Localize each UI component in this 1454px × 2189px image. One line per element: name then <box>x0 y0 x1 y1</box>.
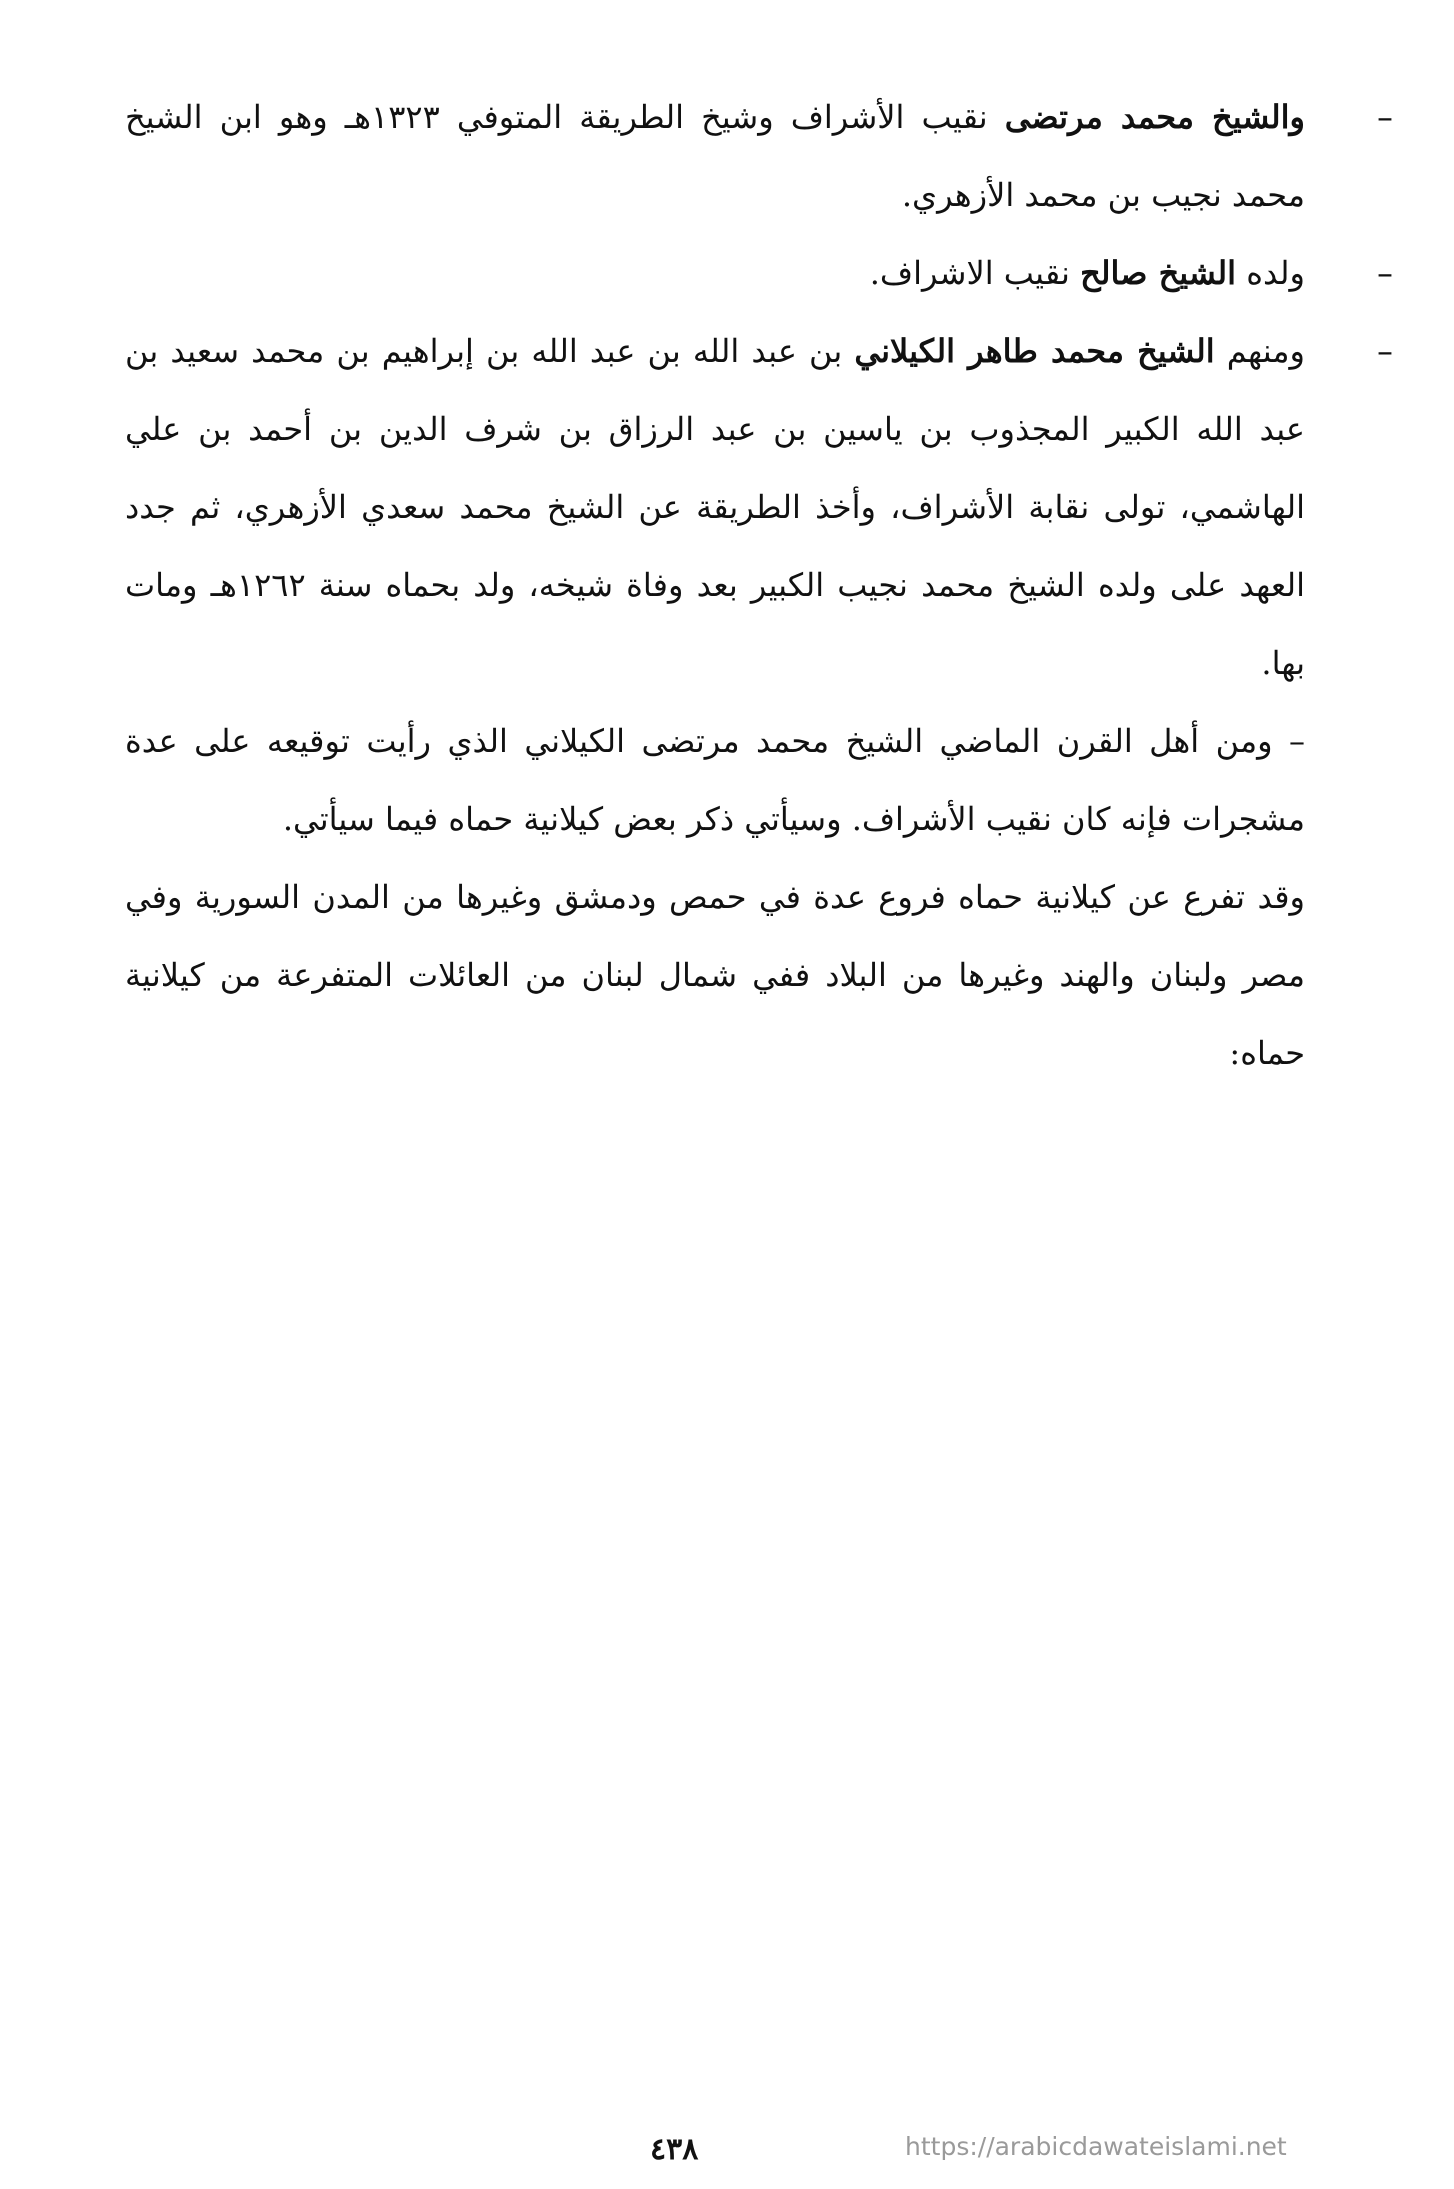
bullet-dash: – <box>1377 98 1393 136</box>
bullet-dash: – <box>1377 254 1393 292</box>
entry-prefix: ومنهم <box>1214 332 1306 370</box>
entry-prefix: ولده <box>1236 254 1305 292</box>
entry-text: نقيب الاشراف. <box>869 254 1081 292</box>
paragraph-past-century: – ومن أهل القرن الماضي الشيخ محمد مرتضى الكيلاني الذي رأيت توقيعه على عدة مشجرات فإنه كان نقيب الأشراف. وسيأتي ذكر بعض كيلانية حماه فيما سيأتي. <box>125 722 1306 838</box>
entry-name: الشيخ محمد طاهر الكيلاني <box>854 332 1215 370</box>
paragraph-branches: وقد تفرع عن كيلانية حماه فروع عدة في حمص ودمشق وغيرها من المدن السورية وفي مصر ولبنان والهند وغيرها من البلاد ففي شمال لبنان من العائلات المتفرعة من كيلانية حماه: <box>125 878 1305 1072</box>
entry-tahir <box>125 312 1393 702</box>
entry-text: بن عبد الله بن عبد الله بن إبراهيم بن محمد سعيد بن عبد الله الكبير المجذوب بن ياسين بن عبد الرزاق بن شرف الدين بن أحمد بن علي الهاشمي، تولى نقابة الأشراف، وأخذ الطريقة عن الشيخ محمد سعدي الأزهري، ثم جدد العهد على ولده الشيخ محمد نجيب الكبير بعد وفاة شيخه، ولد بحماه سنة ١٢٦٢هـ ومات بها. <box>125 332 1306 682</box>
page-number: ٤٣٨ <box>650 2132 699 2167</box>
entry-salih <box>125 234 1393 312</box>
page-content <box>125 78 1393 1092</box>
entry-murtada <box>125 78 1393 234</box>
entry-text: نقيب الأشراف وشيخ الطريقة المتوفي ١٣٢٣هـ وهو ابن الشيخ محمد نجيب بن محمد الأزهري. <box>125 98 1305 214</box>
bullet-dash: – <box>1377 332 1393 370</box>
source-url-watermark[interactable]: https://arabicdawateislami.net <box>905 2132 1287 2161</box>
entry-name: والشيخ محمد مرتضى <box>1004 98 1305 136</box>
entry-name: الشيخ صالح <box>1080 254 1237 292</box>
